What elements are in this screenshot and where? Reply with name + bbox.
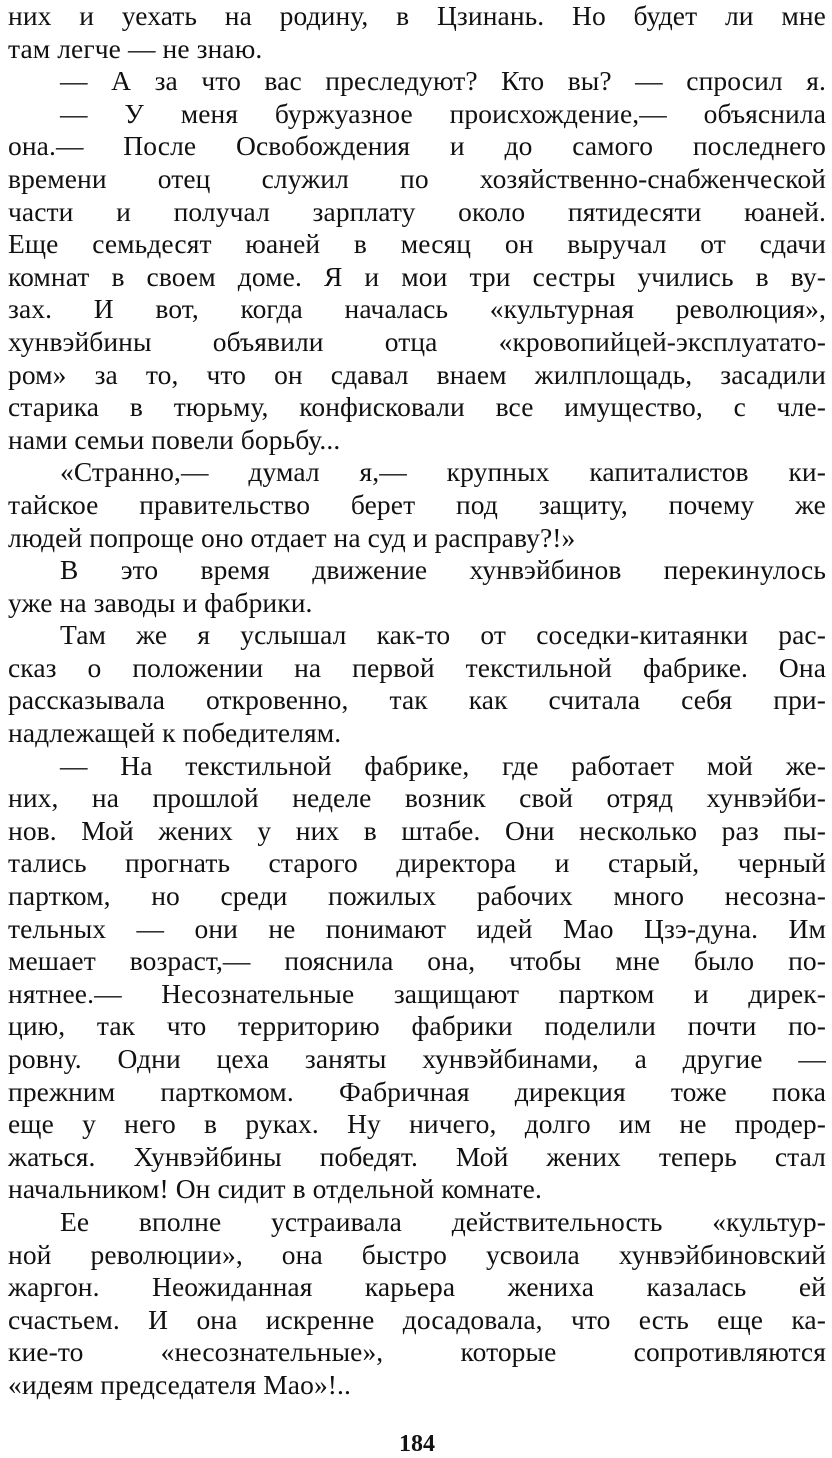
text-line: партком, но среди пожилых рабочих много несозна- xyxy=(8,880,826,912)
text-line: них и уехать на родину, в Цзинань. Но будет ли мне xyxy=(8,0,826,31)
text-line: Еще семьдесят юаней в месяц он выручал от сдачи xyxy=(8,228,826,260)
text-line: мешает возраст,— пояснила она, чтобы мне было по- xyxy=(8,945,826,977)
text-line: них, на прошлой неделе возник свой отряд хунвэйби- xyxy=(8,782,826,814)
text-line: тайское правительство берет под защиту, почему же xyxy=(8,488,826,520)
text-line: Ее вполне устраивала действительность «культур- xyxy=(60,1205,826,1237)
text-line: там легче — не знаю. xyxy=(8,32,263,64)
text-line: «Странно,— думал я,— крупных капиталистов ки- xyxy=(60,456,826,488)
book-page xyxy=(8,0,826,1458)
text-line: части и получал зарплату около пятидесяти юаней. xyxy=(8,195,826,227)
text-line: цию, так что территорию фабрики поделили почти по- xyxy=(8,1010,826,1042)
body-text xyxy=(8,0,826,1402)
text-line: — А за что вас преследуют? Кто вы? — спросил я. xyxy=(60,65,826,97)
text-line: ром» за то, что он сдавал внаем жилплощадь, засадили xyxy=(8,358,826,390)
text-line: жаргон. Неожиданная карьера жениха казалась ей xyxy=(8,1271,826,1303)
text-line: кие-то «несознательные», которые сопротивляются xyxy=(8,1336,826,1368)
text-line: жаться. Хунвэйбины победят. Мой жених теперь стал xyxy=(8,1140,826,1172)
text-line: времени отец служил по хозяйственно-снабженческой xyxy=(8,162,826,194)
text-line: надлежащей к победителям. xyxy=(8,717,342,749)
text-line: нов. Мой жених у них в штабе. Они несколько раз пы- xyxy=(8,814,826,846)
text-line: тались прогнать старого директора и старый, черный xyxy=(8,847,826,879)
text-line: — У меня буржуазное происхождение,— объяснила xyxy=(60,97,826,129)
text-line: тельных — они не понимают идей Мао Цзэ-дуна. Им xyxy=(8,912,826,944)
text-line: сказ о положении на первой текстильной фабрике. Она xyxy=(8,651,826,683)
text-line: уже на заводы и фабрики. xyxy=(8,586,313,618)
text-line: хунвэйбины объявили отца «кровопийцей-эксплуататo- xyxy=(8,325,826,357)
text-line: еще у него в руках. Ну ничего, долго им не продер- xyxy=(8,1108,826,1140)
text-line: комнат в своем доме. Я и мои три сестры учились в ву- xyxy=(8,260,826,292)
text-line: она.— После Освобождения и до самого последнего xyxy=(8,130,826,162)
text-line: прежним парткомом. Фабричная дирекция тоже пока xyxy=(8,1075,826,1107)
text-line: нами семьи повели борьбу... xyxy=(8,423,341,455)
text-line: нятнее.— Несознательные защищают партком и дирек- xyxy=(8,977,826,1009)
text-line: Там же я услышал как-то от соседки-китаянки рас- xyxy=(60,619,826,651)
text-line: начальником! Он сидит в отдельной комнате. xyxy=(8,1173,542,1205)
text-line: старика в тюрьму, конфисковали все имущество, с чле- xyxy=(8,391,826,423)
text-line: людей попроще оно отдает на суд и расправу?!» xyxy=(8,521,576,553)
text-line: «идеям председателя Мао»!.. xyxy=(8,1368,351,1400)
page-number: 184 xyxy=(399,1431,435,1457)
text-line: ровну. Одни цеха заняты хунвэйбинами, а другие — xyxy=(8,1043,826,1074)
text-line: В это время движение хунвэйбинов перекинулось xyxy=(60,554,826,586)
text-line: зах. И вот, когда началась «культурная революция», xyxy=(8,293,826,325)
text-line: — На текстильной фабрике, где работает мой же- xyxy=(60,749,826,781)
text-line: счастьем. И она искренне досадовала, что есть еще ка- xyxy=(8,1303,826,1335)
text-line: ной революции», она быстро усвоила хунвэйбиновский xyxy=(8,1238,826,1270)
text-line: рассказывала откровенно, так как считала себя при- xyxy=(8,684,826,716)
